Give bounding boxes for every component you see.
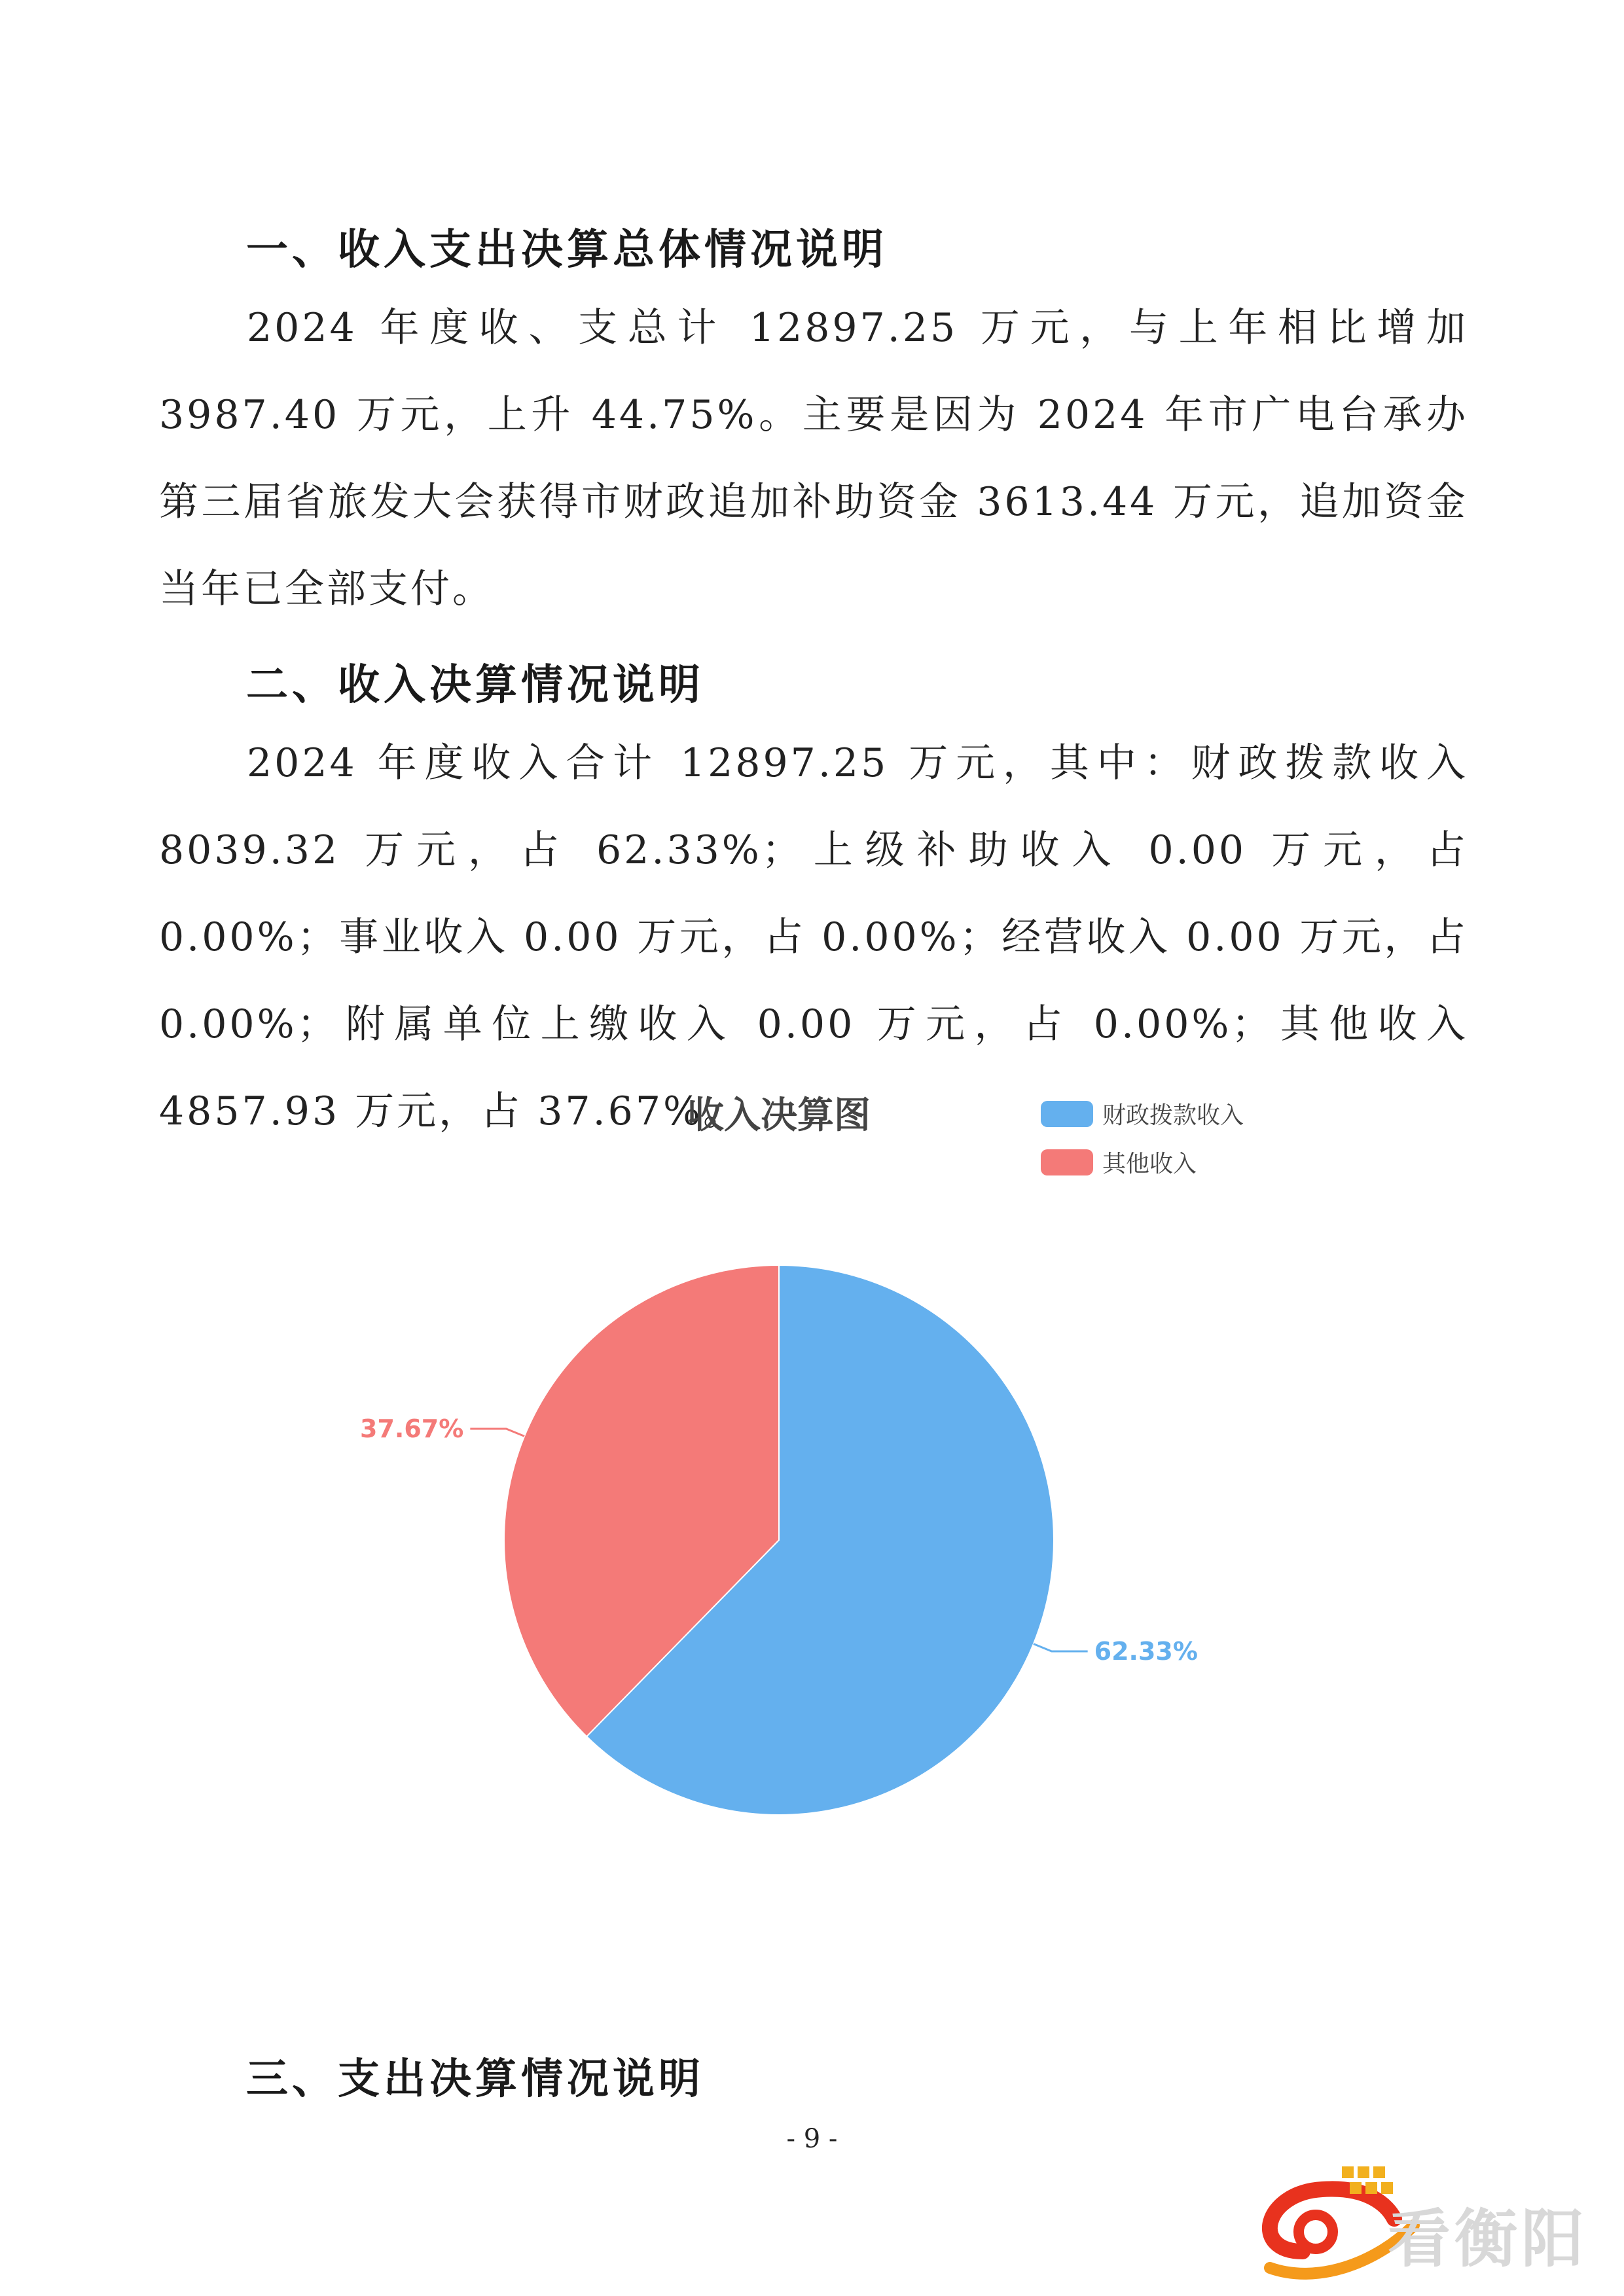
- chart-title: 收入决算图: [687, 1094, 871, 1137]
- pie-label-fiscal: 62.33%: [1094, 1636, 1198, 1666]
- section-2-heading: 二、收入决算情况说明: [246, 661, 704, 709]
- legend-label-other: 其他收入: [1102, 1151, 1197, 1177]
- page-number: - 9 -: [786, 2124, 838, 2154]
- section-1-paragraph: 2024 年度收、支总计 12897.25 万元，与上年相比增加 3987.40 万元，上升 44.75%。主要是因为 2024 年市广电台承办第三届省旅发大会获得市财政追加补助资金 3613.44 万元，追加资金当年已全部支付。: [159, 305, 1468, 612]
- section-1-heading: 一、收入支出决算总体情况说明: [246, 226, 888, 274]
- logo-text: 看衡阳: [1388, 2202, 1588, 2276]
- pie-leader-fiscal: [1034, 1644, 1088, 1651]
- legend-label-fiscal: 财政拨款收入: [1102, 1102, 1244, 1129]
- section-2-paragraph: 2024 年度收入合计 12897.25 万元，其中：财政拨款收入 8039.32 万元，占 62.33%；上级补助收入 0.00 万元，占 0.00%；事业收入 0.00 万元，占 0.00%；经营收入 0.00 万元，占 0.00%；附属单位上缴收入 0.00 万元，占 0.00%；其他收入 4857.93 万元，占 37.67%。: [159, 740, 1468, 1134]
- pie-label-other: 37.67%: [360, 1414, 464, 1444]
- section-3-heading: 三、支出决算情况说明: [246, 2055, 704, 2104]
- pie-leader-other: [470, 1429, 524, 1436]
